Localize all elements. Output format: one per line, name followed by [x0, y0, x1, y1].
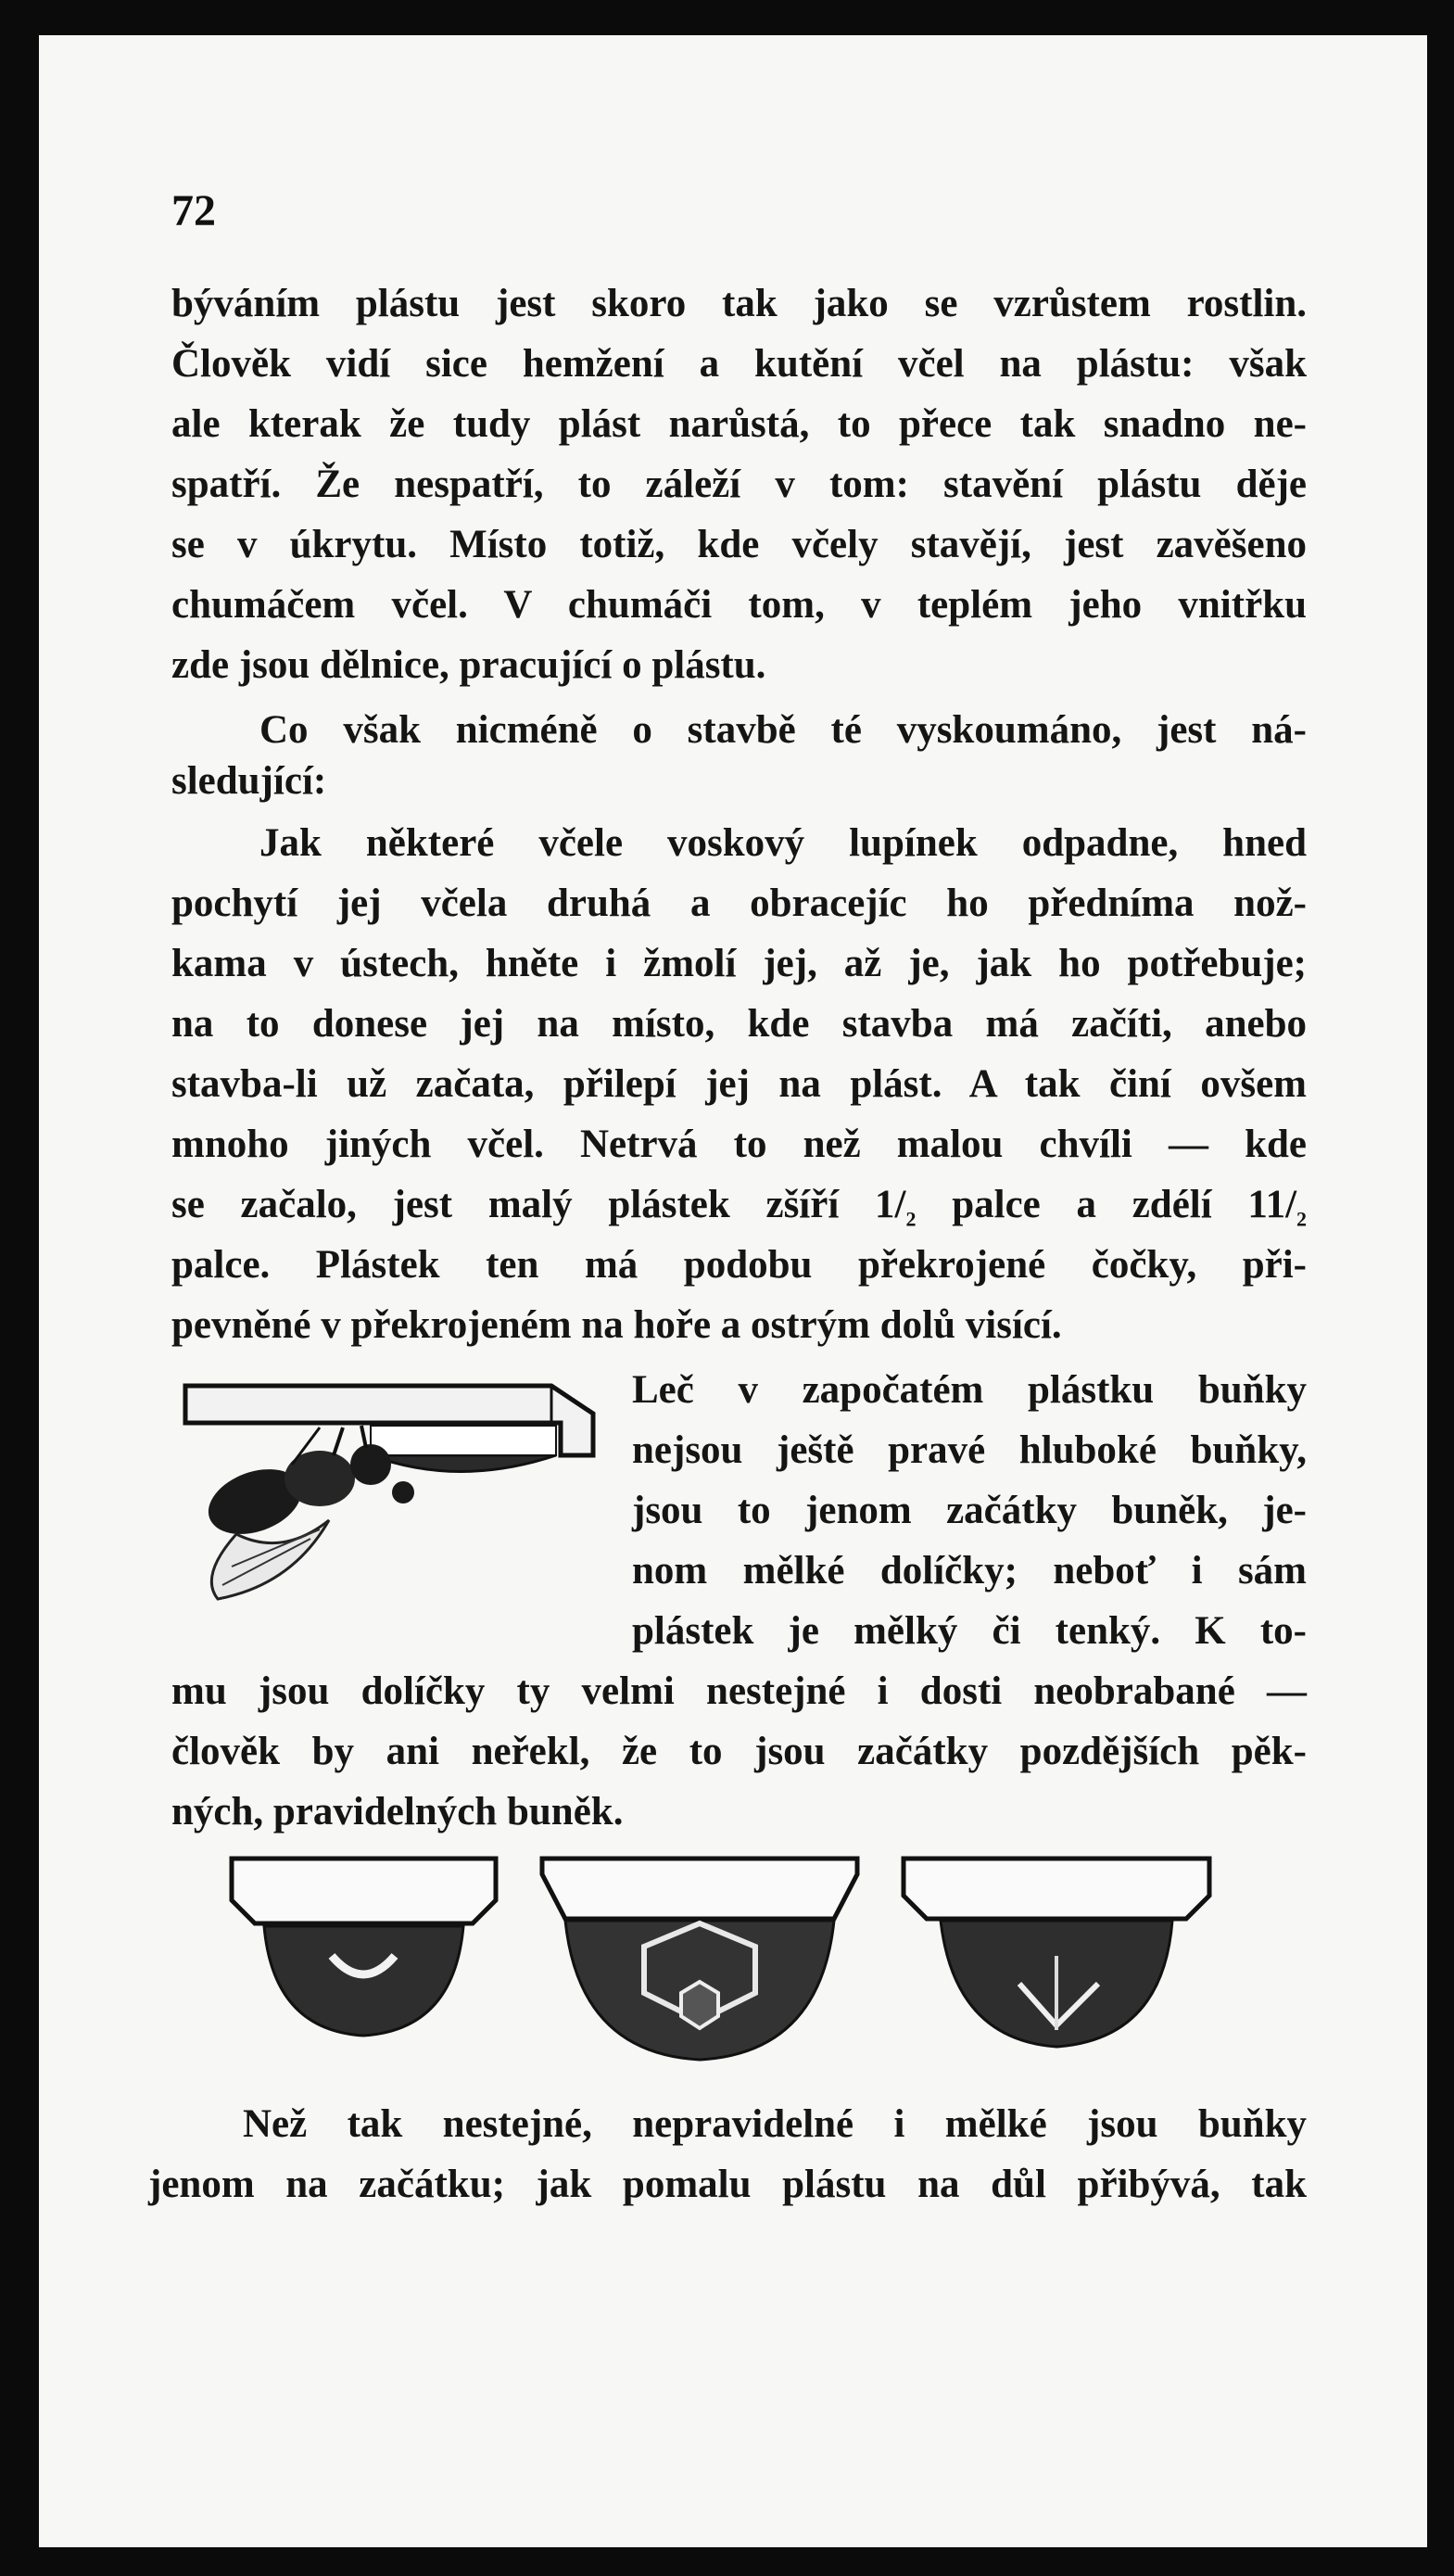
comb-section-illustration: [904, 1859, 1209, 2047]
text-line: Jak některé včele voskový lupínek odpadne, hned: [259, 821, 1307, 865]
text-line: nom mělké dolíčky; neboť i sám: [632, 1549, 1307, 1593]
text-line: jenom na začátku; jak pomalu plástu na důl přibývá, tak: [148, 2163, 1307, 2206]
text-line: býváním plástu jest skoro tak jako se vzrůstem rostlin.: [171, 282, 1307, 325]
text-line: člověk by ani neřekl, že to jsou začátky pozdějších pěk-: [171, 1730, 1307, 1773]
text-line: se v úkrytu. Místo totiž, kde včely stavějí, jest zavěšeno: [171, 523, 1307, 566]
text-fragment: se začalo, jest malý plástek zšíří: [171, 1183, 876, 1226]
fraction: $1/_2$: [875, 1183, 917, 1231]
text-line: Co však nicméně o stavbě té vyskoumáno, jest ná-: [259, 708, 1307, 752]
fraction-denominator: 2: [905, 1207, 917, 1231]
text-line: mnoho jiných včel. Netrvá to než malou chvíli — kde: [171, 1123, 1307, 1166]
fraction: $1/_2$: [1265, 1183, 1308, 1231]
text-line: pochytí jej včela druhá a obracejíc ho předníma nož-: [171, 882, 1307, 925]
text-line: sledující:: [171, 759, 327, 803]
comb-sections-figure: [222, 1854, 1233, 2076]
text-line: mu jsou dolíčky ty velmi nestejné i dosti neobrabané —: [171, 1669, 1307, 1713]
text-line: chumáčem včel. V chumáči tom, v teplém jeho vnitřku: [171, 583, 1307, 627]
text-line: jsou to jenom začátky buněk, je-: [632, 1489, 1307, 1532]
fraction-numerator: 1: [1265, 1183, 1286, 1226]
text-line: pevněné v překrojeném na hoře a ostrým dolů visící.: [171, 1303, 1062, 1347]
text-line: nejsou ještě pravé hluboké buňky,: [632, 1428, 1307, 1472]
bee-illustration: [199, 1426, 414, 1599]
text-line: kama v ústech, hněte i žmolí jej, až je, jak ho potřebuje;: [171, 942, 1307, 985]
comb-section-illustration: [542, 1859, 857, 2060]
text-line: palce. Plástek ten má podobu překrojené čočky, při-: [171, 1243, 1307, 1287]
text-line: stavba-li už začata, přilepí jej na plást. A tak činí ovšem: [171, 1062, 1307, 1106]
text-line: plástek je mělký či tenký. K to-: [632, 1609, 1307, 1653]
text-line: ných, pravidelných buněk.: [171, 1790, 624, 1834]
text-line: na to donese jej na místo, kde stavba má začíti, anebo: [171, 1002, 1307, 1046]
text-line: Člověk vidí sice hemžení a kutění včel na plástu: však: [171, 342, 1307, 386]
text-line: Než tak nestejné, nepravidelné i mělké jsou buňky: [243, 2102, 1307, 2146]
comb-section-illustration: [232, 1859, 496, 2036]
text-line: zde jsou dělnice, pracující o plástu.: [171, 643, 766, 687]
page-number: 72: [171, 186, 216, 235]
bee-figure: [181, 1372, 607, 1627]
fraction-numerator: 1: [875, 1183, 895, 1226]
text-line: ale kterak že tudy plást narůstá, to přece tak snadno ne-: [171, 402, 1307, 446]
text-line: spatří. Že nespatří, to záleží v tom: stavění plástu děje: [171, 463, 1307, 506]
text-line: Leč v započatém plástku buňky: [632, 1368, 1307, 1412]
fraction-denominator: 2: [1296, 1207, 1308, 1231]
text-fragment: palce a zdélí 1: [916, 1183, 1266, 1226]
